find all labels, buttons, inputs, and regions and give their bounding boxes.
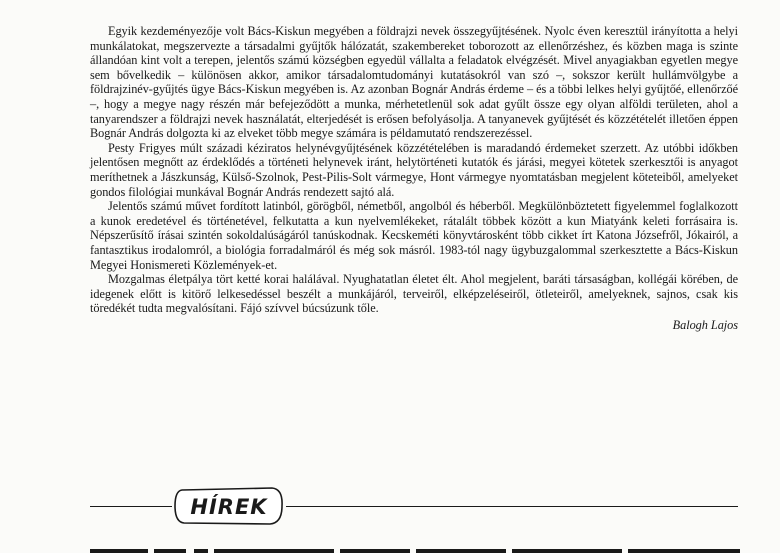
section-divider-right [286, 506, 738, 507]
article-paragraph: Egyik kezdeményezője volt Bács-Kiskun megyében a földrajzi nevek összegyűjtésének. Nyolc éven keresztül irányította a helyi munkálatokat, megszervezte a társadalmi gyűjtők hálózatát, szakembereket toborozott az ellenőrzéshez, és közben maga is szinte állandóan kint volt a terepen, jelentős számú községben egyedül vállalta a feladatok elvégzését. Mivel anyagiakban egyetlen megye sem bővelkedik – különösen akkor, amikor társadalomtudományi kutatásokról van szó –, sokszor került hullámvölgybe a földrajzinév-gyűjtés ügye Bács-Kiskun megyében is. Az azonban Bognár András érdeme – és a többi lelkes helyi gyűjtőé, ellenőrzőé –, hogy a megye nagy részén már befejeződött a munka, mérhetetlenül sok adat gyűlt össze egy olyan alföldi területen, ahol a tanyarendszer a földrajzi nevek használatát, elterjedését is erősen befolyásolja. A tanyanevek gyűjtését és közzétételét illetően éppen Bognár András dolgozta ki az elveket több megye számára is példamutató rendszerezéssel. [90, 24, 738, 141]
section-title: HÍREK [190, 495, 268, 519]
article-paragraph: Jelentős számú művet fordított latinból, görögből, németből, angolból és héberből. Megkülönböztetett figyelemmel foglalkozott a kunok eredetével és történetével, felkutatta a kun nyelvemlékeket, rátalált többek között a kun Miatyánk keleti forrásaira is. Népszerűsítő írásai szintén sokoldalúságáról tanúskodnak. Kecskeméti könyvtárosként több cikket írt Katona Józsefről, Jókairól, a fantasztikus irodalomról, a biológia forradalmáról és még sok másról. 1983-tól nagy ügybuzgalommal szerkesztette a Bács-Kiskun Megyei Honismereti Közlemények-et. [90, 199, 738, 272]
article-paragraph: Pesty Frigyes múlt századi kéziratos helynévgyűjtésének közzétételében is maradandó érdemeket szerzett. Az utóbbi időkben jelentősen megnőtt az érdeklődés a történeti helynevek iránt, helytörténeti kutatók és járási, megyei kötetek szerkesztői is anyagot meríthetnek a Jászkunság, Külső-Szolnok, Pest-Pilis-Solt vármegye, Hont vármegye nyomtatásban megjelent köteteiből, amelyeket gondos filológiai munkával Bognár András rendezett sajtó alá. [90, 140, 738, 199]
cropped-text-strip [90, 549, 740, 553]
article-body [90, 24, 738, 332]
section-divider-left [90, 506, 172, 507]
article-paragraph: Mozgalmas életpálya tört ketté korai halálával. Nyughatatlan életet élt. Ahol megjelent, baráti társaságban, kollégái körében, de idegenek előtt is kitörő lelkesedéssel beszélt a munkájáról, terveiről, elképzeléseiről, ötleteiről, amelyeknek, sajnos, csak kis töredékét tudta megvalósítani. Fájó szívvel búcsúzunk tőle. [90, 272, 738, 316]
next-content-strip [90, 549, 740, 553]
article-signature: Balogh Lajos [672, 317, 738, 332]
hirek-badge-icon [172, 486, 286, 526]
section-header-logo [172, 486, 286, 526]
